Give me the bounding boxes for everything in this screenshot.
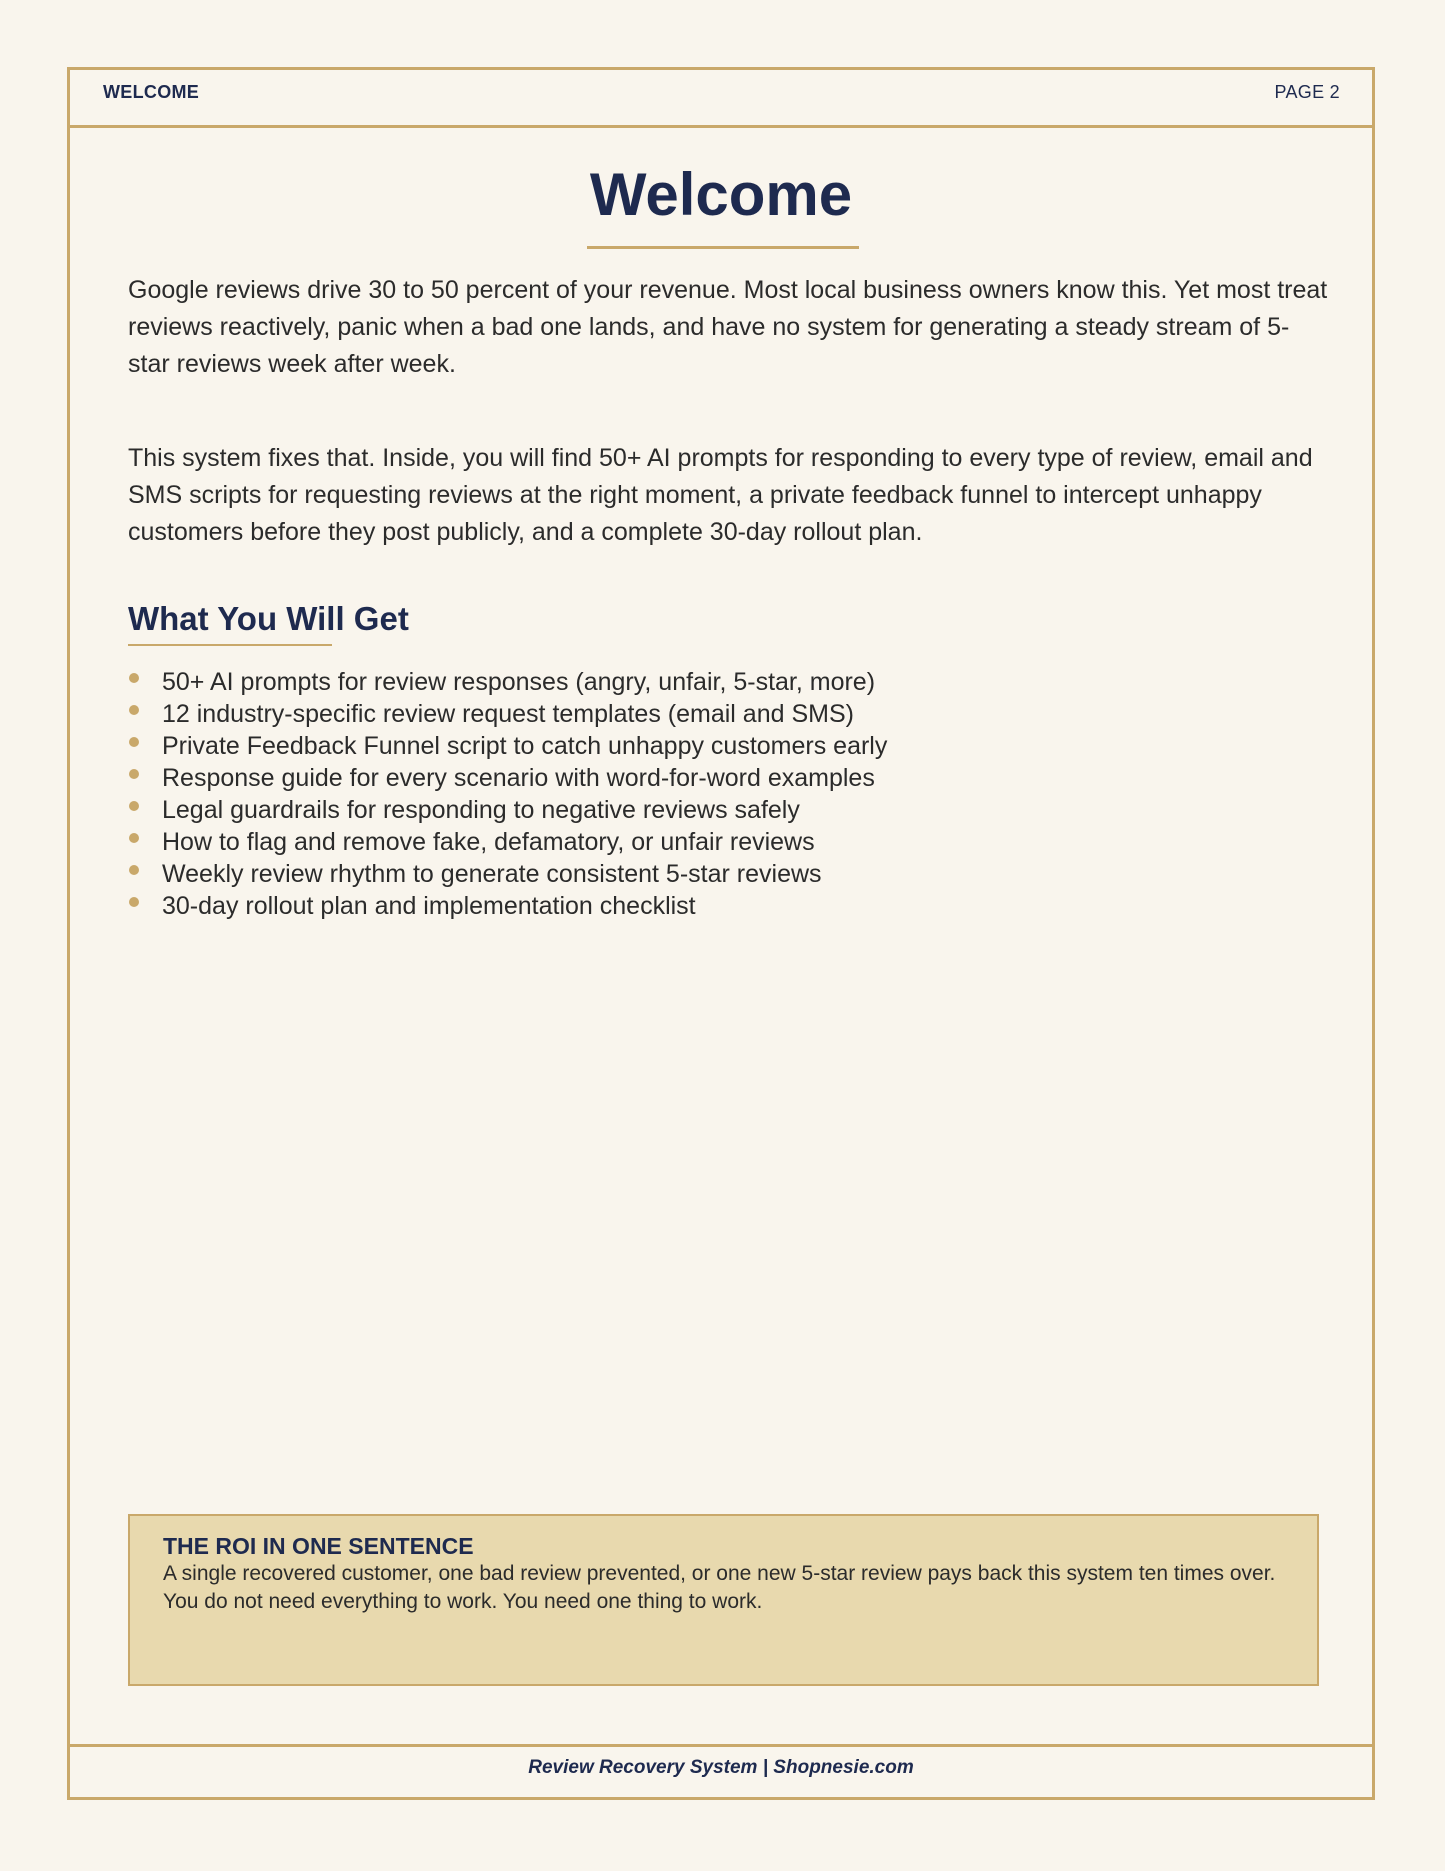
section-heading: What You Will Get [128, 600, 409, 637]
list-item-text: 12 industry-specific review request templates (email and SMS) [162, 700, 854, 728]
list-item [128, 794, 887, 826]
section-underline [128, 644, 332, 646]
list-item-text: Private Feedback Funnel script to catch unhappy customers early [162, 732, 888, 760]
list-item-text: Weekly review rhythm to generate consistent 5-star reviews [162, 860, 822, 888]
bullet-icon [129, 865, 139, 875]
bullet-icon [129, 737, 139, 747]
bullet-icon [129, 897, 139, 907]
callout-text: A single recovered customer, one bad review prevented, or one new 5-star review pays back this system ten times over. You do not need everything to work. You need one thing to work. [163, 1562, 1276, 1613]
list-item [128, 858, 887, 890]
list-item-text: 50+ AI prompts for review responses (angry, unfair, 5-star, more) [162, 668, 876, 696]
callout-title: THE ROI IN ONE SENTENCE [163, 1533, 474, 1559]
list-item [128, 826, 887, 858]
list-item [128, 890, 887, 922]
system-paragraph: This system fixes that. Inside, you will find 50+ AI prompts for responding to every type of review, email and SMS scripts for requesting reviews at the right moment, a private feedback funnel to intercept unhappy customers before they post publicly, and a complete 30-day rollout plan. [128, 444, 1313, 546]
bullet-icon [129, 833, 139, 843]
list-item-text: How to flag and remove fake, defamatory, or unfair reviews [162, 828, 815, 856]
list-item [128, 730, 887, 762]
bullet-icon [129, 769, 139, 779]
list-item [128, 666, 887, 698]
footer-text: Review Recovery System | Shopnesie.com [528, 1757, 914, 1778]
bullet-icon [129, 673, 139, 683]
page-number: PAGE 2 [1274, 82, 1340, 102]
list-item-text: Response guide for every scenario with word-for-word examples [162, 764, 875, 792]
page-header [70, 70, 1372, 128]
list-item [128, 698, 887, 730]
list-item [128, 762, 887, 794]
bullet-icon [129, 801, 139, 811]
page-footer [70, 1744, 1372, 1800]
list-item-text: Legal guardrails for responding to negative reviews safely [162, 796, 800, 824]
intro-paragraph: Google reviews drive 30 to 50 percent of your revenue. Most local business owners know this. Yet most treat reviews reactively, panic when a bad one lands, and have no system for generating a steady stream of 5-star reviews week after week. [128, 276, 1328, 378]
header-section-label: WELCOME [103, 82, 200, 102]
list-item-text: 30-day rollout plan and implementation checklist [162, 892, 696, 920]
page-title: Welcome [589, 161, 853, 228]
title-underline [587, 246, 859, 249]
page-frame [67, 67, 1375, 1800]
bullet-icon [129, 705, 139, 715]
roi-callout-box [128, 1514, 1319, 1686]
benefits-list [128, 666, 887, 922]
